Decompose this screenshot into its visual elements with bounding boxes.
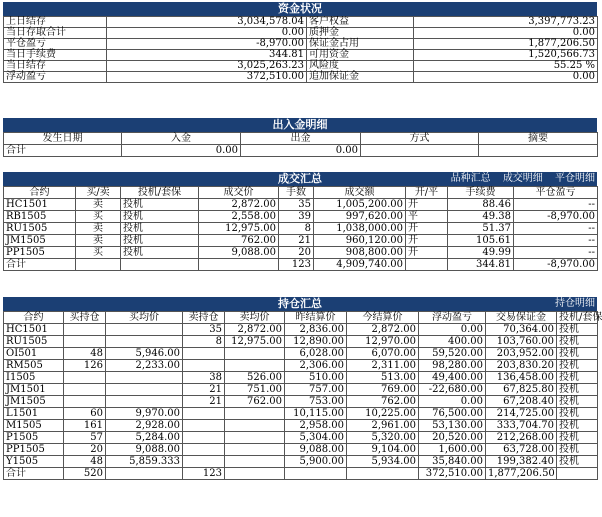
inout-header: 发生日期 (4, 133, 122, 145)
positions-cell: 投机 (557, 444, 598, 456)
trades-cell: 49.38 (448, 211, 514, 223)
positions-cell: 2,311.00 (347, 360, 419, 372)
positions-cell: 投机 (557, 372, 598, 384)
funds-title: 资金状况 (3, 2, 597, 16)
positions-header: 投机/套保 (557, 312, 598, 324)
positions-cell: 9,088.00 (285, 444, 347, 456)
inout-total-out: 0.00 (241, 145, 361, 157)
trades-cell: 卖 (76, 223, 121, 235)
positions-cell: 5,320.00 (347, 432, 419, 444)
trades-total-label: 合计 (4, 259, 76, 271)
positions-cell: 投机 (557, 408, 598, 420)
positions-cell: 0.00 (419, 396, 486, 408)
positions-cell: 203,830.20 (486, 360, 557, 372)
positions-header: 今结算价 (347, 312, 419, 324)
positions-cell (225, 408, 285, 420)
positions-cell: 2,233.00 (106, 360, 183, 372)
trades-title-bar (3, 172, 597, 186)
positions-cell (225, 444, 285, 456)
trades-header: 手续费 (448, 187, 514, 199)
positions-cell: 10,225.00 (347, 408, 419, 420)
positions-cell (64, 384, 106, 396)
funds-value: 3,397,773.23 (414, 17, 598, 28)
trades-cell: 1,005,200.00 (314, 199, 406, 211)
positions-cell: 投机 (557, 456, 598, 468)
positions-cell: 投机 (557, 384, 598, 396)
positions-cell: 57 (64, 432, 106, 444)
positions-cell (225, 348, 285, 360)
trades-cell (121, 259, 199, 271)
funds-value: 1,520,566.73 (414, 50, 598, 61)
positions-row (4, 408, 598, 420)
positions-cell: 5,946.00 (106, 348, 183, 360)
positions-cell: 70,364.00 (486, 324, 557, 336)
positions-cell: 5,304.00 (285, 432, 347, 444)
positions-cell: 5,934.00 (347, 456, 419, 468)
trades-header: 平仓盈亏 (514, 187, 598, 199)
positions-cell (347, 468, 419, 480)
trades-header: 买/卖 (76, 187, 121, 199)
trades-cell: 35 (279, 199, 314, 211)
positions-cell: 投机 (557, 348, 598, 360)
positions-cell: 214,725.00 (486, 408, 557, 420)
trades-cell: 开 (406, 235, 448, 247)
positions-cell: 21 (183, 396, 225, 408)
positions-cell: 5,284.00 (106, 432, 183, 444)
positions-cell: 投机 (557, 336, 598, 348)
inout-total-row (4, 145, 598, 157)
trades-cell: 49.99 (448, 247, 514, 259)
trades-row (4, 199, 598, 211)
positions-cell: 400.00 (419, 336, 486, 348)
positions-cell: 762.00 (225, 396, 285, 408)
positions-cell (183, 456, 225, 468)
inout-header: 入金 (122, 133, 241, 145)
funds-label: 当日结存 (4, 61, 107, 72)
positions-title-bar (3, 297, 597, 311)
positions-cell (225, 456, 285, 468)
positions-cell: 12,890.00 (285, 336, 347, 348)
trades-cell: 8 (279, 223, 314, 235)
positions-cell: 526.00 (225, 372, 285, 384)
positions-cell: 48 (64, 456, 106, 468)
positions-header: 卖均价 (225, 312, 285, 324)
positions-cell: Y1505 (4, 456, 64, 468)
positions-row (4, 432, 598, 444)
positions-cell: 751.00 (225, 384, 285, 396)
positions-section (3, 297, 602, 480)
positions-row (4, 396, 598, 408)
funds-value: 344.81 (107, 50, 307, 61)
positions-cell: 12,970.00 (347, 336, 419, 348)
positions-cell: 762.00 (347, 396, 419, 408)
positions-cell (183, 444, 225, 456)
trades-cell (406, 259, 448, 271)
positions-cell: 6,028.00 (285, 348, 347, 360)
positions-cell: 5,900.00 (285, 456, 347, 468)
positions-cell (183, 360, 225, 372)
trades-cell: 12,975.00 (199, 223, 279, 235)
positions-cell: 67,208.40 (486, 396, 557, 408)
positions-cell: JM1501 (4, 384, 64, 396)
positions-cell: 21 (183, 384, 225, 396)
trades-cell: HC1501 (4, 199, 76, 211)
positions-cell (183, 408, 225, 420)
positions-row (4, 444, 598, 456)
funds-value: 1,877,206.50 (414, 39, 598, 50)
trades-table (3, 186, 598, 271)
positions-cell: 67,825.80 (486, 384, 557, 396)
funds-label: 保证金占用 (307, 39, 414, 50)
trades-cell: -- (514, 223, 598, 235)
trades-cell: 960,120.00 (314, 235, 406, 247)
funds-label: 当日手续费 (4, 50, 107, 61)
trades-cell: 平 (406, 211, 448, 223)
positions-cell (557, 468, 598, 480)
trades-cell: 1,038,000.00 (314, 223, 406, 235)
positions-cell: 126 (64, 360, 106, 372)
positions-cell: 35 (183, 324, 225, 336)
funds-table (3, 16, 598, 83)
trades-cell: RB1505 (4, 211, 76, 223)
positions-cell: 757.00 (285, 384, 347, 396)
inout-total-method (361, 145, 479, 157)
positions-cell: RU1505 (4, 336, 64, 348)
positions-cell (183, 432, 225, 444)
positions-cell: 2,872.00 (347, 324, 419, 336)
funds-label: 可用资金 (307, 50, 414, 61)
link-variety-summary[interactable]: 品种汇总 (450, 173, 491, 184)
positions-cell: 59,520.00 (419, 348, 486, 360)
positions-table (3, 311, 602, 480)
trades-cell: 投机 (121, 199, 199, 211)
positions-total-float: 372,510.00 (419, 468, 486, 480)
positions-cell: 2,958.00 (285, 420, 347, 432)
trades-cell: 51.37 (448, 223, 514, 235)
funds-label: 追加保证金 (307, 72, 414, 83)
positions-cell (106, 324, 183, 336)
positions-cell: 48 (64, 348, 106, 360)
positions-cell: OI501 (4, 348, 64, 360)
positions-row (4, 360, 598, 372)
trades-row (4, 211, 598, 223)
positions-cell: 136,458.00 (486, 372, 557, 384)
positions-cell (106, 336, 183, 348)
positions-title: 持仓汇总 (278, 297, 322, 310)
inout-title: 出入金明细 (3, 118, 597, 132)
positions-header: 合约 (4, 312, 64, 324)
funds-value: 3,025,263.23 (107, 61, 307, 72)
positions-total-row (4, 468, 598, 480)
inout-total-label: 合计 (4, 145, 122, 157)
positions-cell: 1,600.00 (419, 444, 486, 456)
positions-cell: 98,280.00 (419, 360, 486, 372)
positions-cell: 212,268.00 (486, 432, 557, 444)
trades-cell: 105.61 (448, 235, 514, 247)
positions-cell: HC1501 (4, 324, 64, 336)
positions-cell (64, 324, 106, 336)
inout-header: 摘要 (479, 133, 598, 145)
positions-cell (64, 336, 106, 348)
positions-row (4, 420, 598, 432)
positions-cell: 6,070.00 (347, 348, 419, 360)
trades-cell: 39 (279, 211, 314, 223)
positions-cell: 510.00 (285, 372, 347, 384)
trades-cell: 开 (406, 247, 448, 259)
funds-label: 当日存取合计 (4, 28, 107, 39)
link-trade-detail[interactable]: 成交明细 (502, 173, 543, 184)
funds-row (4, 39, 598, 50)
inout-header: 方式 (361, 133, 479, 145)
inout-total-note (479, 145, 598, 157)
trades-title: 成交汇总 (278, 172, 322, 185)
inout-section (3, 118, 597, 157)
positions-cell: 9,104.00 (347, 444, 419, 456)
positions-cell (183, 420, 225, 432)
trades-section (3, 172, 597, 271)
positions-cell (106, 396, 183, 408)
positions-cell: RM505 (4, 360, 64, 372)
funds-label: 平仓盈亏 (4, 39, 107, 50)
trades-cell (199, 259, 279, 271)
trades-cell: 卖 (76, 199, 121, 211)
positions-row (4, 456, 598, 468)
trades-total-amount: 4,909,740.00 (314, 259, 406, 271)
trades-row (4, 223, 598, 235)
funds-value: 0.00 (107, 28, 307, 39)
trades-header: 成交额 (314, 187, 406, 199)
inout-header-row (4, 133, 598, 145)
positions-cell: 8 (183, 336, 225, 348)
funds-label: 客户权益 (307, 17, 414, 28)
trades-cell: RU1505 (4, 223, 76, 235)
positions-total-margin: 1,877,206.50 (486, 468, 557, 480)
trades-header: 成交价 (199, 187, 279, 199)
positions-total-label: 合计 (4, 468, 64, 480)
inout-total-in: 0.00 (122, 145, 241, 157)
positions-cell (225, 360, 285, 372)
positions-cell: 9,088.00 (106, 444, 183, 456)
trades-cell: 卖 (76, 235, 121, 247)
trades-cell: 投机 (121, 247, 199, 259)
positions-cell: 63,728.00 (486, 444, 557, 456)
positions-cell: JM1505 (4, 396, 64, 408)
trades-cell (76, 259, 121, 271)
positions-cell (225, 468, 285, 480)
positions-cell (64, 372, 106, 384)
trades-cell: PP1505 (4, 247, 76, 259)
trades-cell: 20 (279, 247, 314, 259)
funds-value: 55.25 % (414, 61, 598, 72)
trades-cell: 908,800.00 (314, 247, 406, 259)
positions-cell: 投机 (557, 396, 598, 408)
positions-header: 昨结算价 (285, 312, 347, 324)
positions-cell: 2,836.00 (285, 324, 347, 336)
trades-cell: 开 (406, 199, 448, 211)
positions-cell: 199,382.40 (486, 456, 557, 468)
funds-label: 浮动盈亏 (4, 72, 107, 83)
funds-value: 0.00 (414, 72, 598, 83)
trades-cell: JM1505 (4, 235, 76, 247)
trades-cell: -- (514, 235, 598, 247)
trades-row (4, 247, 598, 259)
positions-header-row (4, 312, 598, 324)
trades-total-pnl: -8,970.00 (514, 259, 598, 271)
trades-cell: -- (514, 199, 598, 211)
trades-header: 开/平 (406, 187, 448, 199)
funds-section (3, 2, 597, 83)
positions-cell: 20 (64, 444, 106, 456)
positions-cell: 161 (64, 420, 106, 432)
positions-cell: 投机 (557, 324, 598, 336)
positions-cell: 投机 (557, 360, 598, 372)
positions-cell: 10,115.00 (285, 408, 347, 420)
positions-total-buy: 520 (64, 468, 106, 480)
trades-cell: 2,872.00 (199, 199, 279, 211)
trades-cell: -8,970.00 (514, 211, 598, 223)
inout-header: 出金 (241, 133, 361, 145)
trades-cell: 762.00 (199, 235, 279, 247)
positions-cell: P1505 (4, 432, 64, 444)
funds-row (4, 72, 598, 83)
trades-cell: 买 (76, 247, 121, 259)
funds-label: 质押金 (307, 28, 414, 39)
positions-cell: 53,130.00 (419, 420, 486, 432)
positions-cell: 103,760.00 (486, 336, 557, 348)
positions-header: 交易保证金 (486, 312, 557, 324)
trades-cell: -- (514, 247, 598, 259)
funds-value: 0.00 (414, 28, 598, 39)
funds-value: -8,970.00 (107, 39, 307, 50)
positions-cell: 5,859.333 (106, 456, 183, 468)
positions-header: 浮动盈亏 (419, 312, 486, 324)
positions-cell: 9,970.00 (106, 408, 183, 420)
positions-cell: I1505 (4, 372, 64, 384)
trades-cell: 开 (406, 223, 448, 235)
positions-cell: 投机 (557, 420, 598, 432)
trades-header: 投机/套保 (121, 187, 199, 199)
trades-cell: 21 (279, 235, 314, 247)
positions-cell: 76,500.00 (419, 408, 486, 420)
link-close-detail[interactable]: 平仓明细 (555, 173, 595, 184)
positions-cell (64, 396, 106, 408)
positions-cell: 2,306.00 (285, 360, 347, 372)
positions-cell: 35,840.00 (419, 456, 486, 468)
positions-row (4, 324, 598, 336)
positions-cell: 2,928.00 (106, 420, 183, 432)
positions-cell (106, 468, 183, 480)
positions-header: 买持仓 (64, 312, 106, 324)
positions-row (4, 384, 598, 396)
positions-cell (285, 468, 347, 480)
funds-label: 风险度 (307, 61, 414, 72)
positions-cell (225, 432, 285, 444)
trades-cell: 9,088.00 (199, 247, 279, 259)
trades-total-row (4, 259, 598, 271)
link-position-detail[interactable]: 持仓明细 (555, 298, 595, 309)
positions-cell: -22,680.00 (419, 384, 486, 396)
trades-cell: 投机 (121, 223, 199, 235)
funds-row (4, 50, 598, 61)
positions-cell: 203,952.00 (486, 348, 557, 360)
positions-total-sell: 123 (183, 468, 225, 480)
trades-row (4, 235, 598, 247)
trades-header: 合约 (4, 187, 76, 199)
positions-cell (183, 348, 225, 360)
positions-cell (106, 384, 183, 396)
positions-cell: 12,975.00 (225, 336, 285, 348)
positions-cell: M1505 (4, 420, 64, 432)
positions-cell: L1501 (4, 408, 64, 420)
positions-row (4, 336, 598, 348)
positions-cell: 513.00 (347, 372, 419, 384)
trades-cell: 投机 (121, 235, 199, 247)
trades-cell: 2,558.00 (199, 211, 279, 223)
trades-total-fee: 344.81 (448, 259, 514, 271)
positions-cell: 20,520.00 (419, 432, 486, 444)
positions-cell: 769.00 (347, 384, 419, 396)
funds-label: 上日结存 (4, 17, 107, 28)
positions-cell: 0.00 (419, 324, 486, 336)
trades-cell: 997,620.00 (314, 211, 406, 223)
funds-row (4, 17, 598, 28)
positions-cell: 753.00 (285, 396, 347, 408)
positions-cell: 投机 (557, 432, 598, 444)
positions-cell (225, 420, 285, 432)
funds-row (4, 28, 598, 39)
positions-cell: 38 (183, 372, 225, 384)
positions-cell: 60 (64, 408, 106, 420)
positions-header: 买均价 (106, 312, 183, 324)
trades-cell: 88.46 (448, 199, 514, 211)
funds-value: 372,510.00 (107, 72, 307, 83)
positions-row (4, 348, 598, 360)
positions-cell: 49,400.00 (419, 372, 486, 384)
trades-total-lots: 123 (279, 259, 314, 271)
trades-cell: 投机 (121, 211, 199, 223)
positions-header: 卖持仓 (183, 312, 225, 324)
positions-cell: 2,872.00 (225, 324, 285, 336)
trades-cell: 买 (76, 211, 121, 223)
positions-cell: 333,704.70 (486, 420, 557, 432)
trades-header-row (4, 187, 598, 199)
positions-cell: PP1505 (4, 444, 64, 456)
positions-row (4, 372, 598, 384)
trades-header: 手数 (279, 187, 314, 199)
inout-table (3, 132, 598, 157)
positions-cell (106, 372, 183, 384)
funds-value: 3,034,578.04 (107, 17, 307, 28)
positions-cell: 2,961.00 (347, 420, 419, 432)
funds-row (4, 61, 598, 72)
